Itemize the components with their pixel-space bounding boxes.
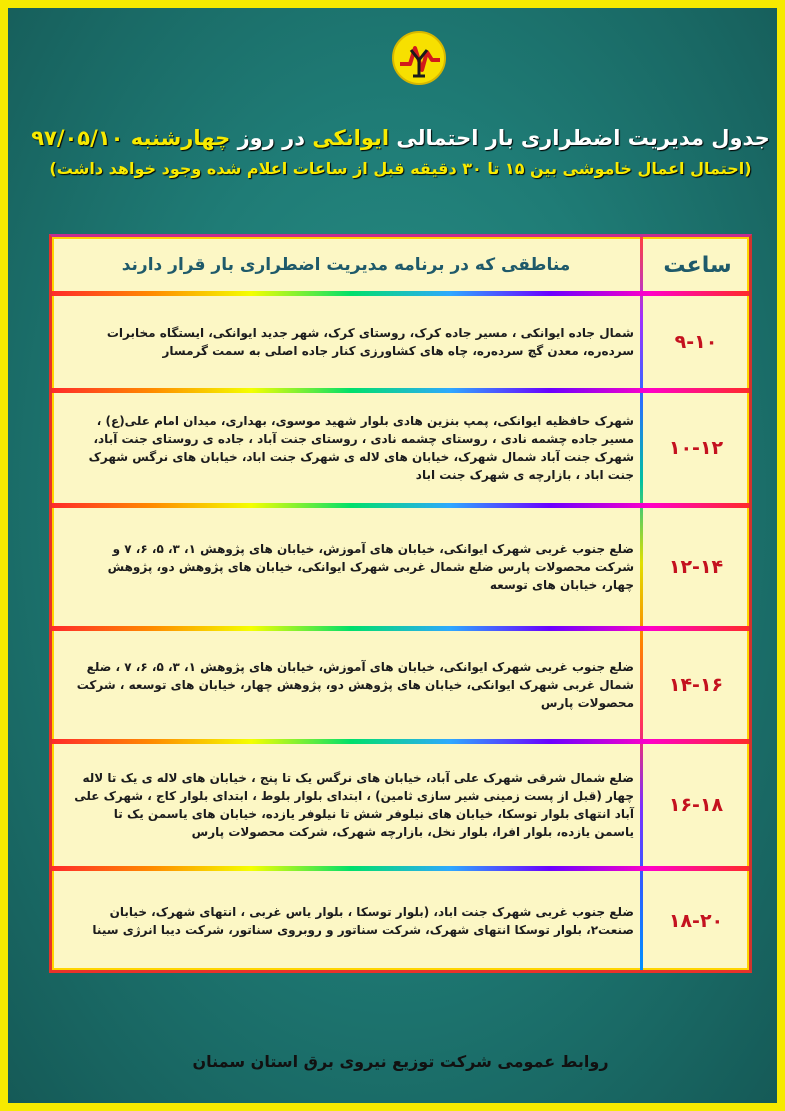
- page-title: جدول مدیریت اضطراری بار احتمالی ایوانکی در روز چهارشنبه ۹۷/۰۵/۱۰: [31, 126, 770, 150]
- column-header-time: ساعت: [663, 252, 732, 278]
- row-time: ۹-۱۰: [674, 331, 718, 353]
- row-areas: ضلع شمال شرقی شهرک علی آباد، خیابان های نرگس یک تا پنج ، خیابان های لاله ی یک تا لاله چهار (قبل از پست زمینی شیر سازی ثامین) ، ابتدای بلوار بلوط ، ابتدای بلوار کاج ، شهرک علی آباد انتهای بلوار توسکا، خیابان های نیلوفر شش تا نیلوفر یازده، خیابان های یاسمن یک تا یاسمن یازده، بلوار افرا، بلوار نخل، بازارچه شهرک، شرکت محصولات پارس: [74, 771, 634, 839]
- footer-credit: روابط عمومی شرکت توزیع نیروی برق استان سمنان: [192, 1052, 609, 1071]
- row-time: ۱۸-۲۰: [668, 909, 724, 932]
- table-row: [52, 296, 749, 388]
- table-row: [52, 508, 749, 626]
- row-time: ۱۶-۱۸: [668, 794, 724, 816]
- table-row: [52, 631, 749, 739]
- row-time: ۱۲-۱۴: [668, 556, 724, 578]
- row-areas: شهرک حافظیه ایوانکی، پمپ بنزین هادی بلوار شهید موسوی، بهداری، میدان امام علی(ع) ، مسیر جاده چشمه نادی ، روستای چشمه نادی ، روستای جنت آباد ، جاده ی روستای جنت آباد، شهرک جنت آباد شمال شهرک، خیابان های لاله ی شهرک جنت اباد، خیابان های نرگس شهرک جنت اباد ، بازارچه ی شهرک جنت اباد: [88, 414, 634, 482]
- row-areas: شمال جاده ایوانکی ، مسیر جاده کرک، روستای کرک، شهر جدید ایوانکی، ایستگاه مخابرات سرده‌ره، معدن گچ سرده‌ره، چاه های کشاورزی کنار جاده اصلی به سمت گرمسار: [106, 326, 634, 358]
- row-time: ۱۰-۱۲: [668, 437, 724, 459]
- subtitle-notice: (احتمال اعمال خاموشی بین ۱۵ تا ۳۰ دقیقه قبل از ساعات اعلام شده وجود خواهد داشت): [49, 159, 752, 178]
- outage-schedule-table: [49, 234, 752, 973]
- column-header-areas: مناطقی که در برنامه مدیریت اضطراری بار قرار دارند: [121, 255, 571, 275]
- row-areas: ضلع جنوب غربی شهرک ایوانکی، خیابان های آموزش، خیابان های پژوهش ۱، ۳، ۵، ۶، ۷ و شرکت محصولات پارس ضلع شمال غربی شهرک ایوانکی، خیابان های پژوهش دو، پژوهش چهار، خیابان های توسعه: [107, 542, 634, 592]
- table-row: [52, 871, 749, 970]
- city-name: ایوانکی: [312, 126, 390, 150]
- row-time: ۱۴-۱۶: [668, 674, 724, 696]
- power-company-logo-icon: [391, 30, 447, 86]
- table-row: [52, 393, 749, 503]
- row-areas: ضلع جنوب غربی شهرک ایوانکی، خیابان های آموزش، خیابان های پژوهش ۱، ۳، ۵، ۶، ۷ ، ضلع شمال غربی شهرک ایوانکی، خیابان های پژوهش دو، پژوهش چهار، خیابان های توسعه ، شرکت محصولات پارس: [76, 660, 634, 710]
- table-row: [52, 744, 749, 866]
- row-areas: ضلع جنوب غربی شهرک جنت اباد، (بلوار توسکا ، بلوار یاس غربی ، انتهای شهرک، خیابان صنعت۲، بلوار توسکا انتهای شهرک، شرکت سناتور و روبروی سناتور، شرکت دیبا انرژی سینا: [92, 904, 634, 937]
- date-label: چهارشنبه ۹۷/۰۵/۱۰: [31, 126, 231, 150]
